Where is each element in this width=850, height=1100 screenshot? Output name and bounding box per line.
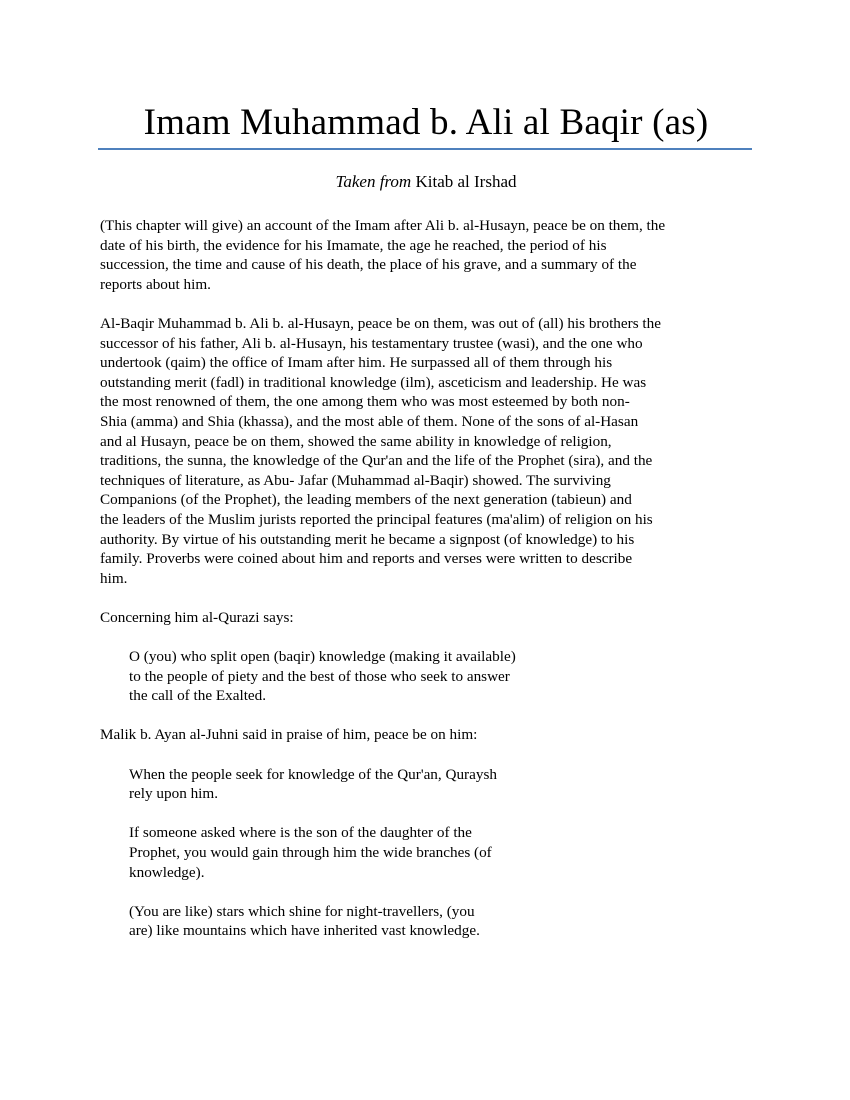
paragraph-line: successor of his father, Ali b. al-Husayn, his testamentary trustee (wasi), and the one who xyxy=(100,334,643,352)
paragraph-line: and al Husayn, peace be on them, showed the same ability in knowledge of religion, xyxy=(100,432,612,450)
verse-quraysh xyxy=(129,765,752,804)
paragraph-line: techniques of literature, as Abu- Jafar (Muhammad al-Baqir) showed. The surviving xyxy=(100,471,611,489)
paragraph-line: the most renowned of them, the one among them who was most esteemed by both non- xyxy=(100,393,630,411)
title-underline xyxy=(98,148,752,150)
paragraph-qurazi-intro: Concerning him al-Qurazi says: xyxy=(100,608,294,626)
verse-line: the call of the Exalted. xyxy=(129,687,267,705)
verse-line: Prophet, you would gain through him the wide branches (of xyxy=(129,844,492,861)
paragraph-line: (This chapter will give) an account of the Imam after Ali b. al-Husayn, peace be on them, the xyxy=(100,217,666,234)
page-title: Imam Muhammad b. Ali al Baqir (as) xyxy=(143,102,709,143)
paragraph-line: reports about him. xyxy=(100,275,211,293)
verse-line: to the people of piety and the best of those who seek to answer xyxy=(129,667,510,685)
paragraph-line: date of his birth, the evidence for his Imamate, the age he reached, the period of his xyxy=(100,236,607,254)
verse-qurazi xyxy=(129,647,752,706)
subtitle xyxy=(100,171,752,193)
verse-line: O (you) who split open (baqir) knowledge (making it available) xyxy=(129,648,516,666)
verse-line: When the people seek for knowledge of the Qur'an, Quraysh xyxy=(129,765,497,783)
verse-line: knowledge). xyxy=(129,863,205,881)
document-page xyxy=(100,0,752,941)
paragraph-line: traditions, the sunna, the knowledge of the Qur'an and the life of the Prophet (sira), and the xyxy=(100,452,653,470)
paragraph-line: outstanding merit (fadl) in traditional knowledge (ilm), asceticism and leadership. He was xyxy=(100,373,647,391)
paragraph-line: authority. By virtue of his outstanding merit he became a signpost (of knowledge) to his xyxy=(100,530,635,548)
subtitle-source: Kitab al Irshad xyxy=(415,172,517,191)
document-body xyxy=(100,216,752,941)
verse-line: If someone asked where is the son of the daughter of the xyxy=(129,824,472,842)
verse-line: are) like mountains which have inherited vast knowledge. xyxy=(129,922,480,940)
paragraph-line: Companions (of the Prophet), the leading members of the next generation (tabieun) and xyxy=(100,491,632,509)
paragraph-intro xyxy=(100,216,752,294)
paragraph-malik-intro: Malik b. Ayan al-Juhni said in praise of him, peace be on him: xyxy=(100,726,478,744)
verse-line: rely upon him. xyxy=(129,785,219,803)
verse-line: (You are like) stars which shine for night-travellers, (you xyxy=(129,902,475,920)
subtitle-intro: Taken from xyxy=(335,172,412,191)
paragraph-line: him. xyxy=(100,569,128,587)
paragraph-line: Shia (amma) and Shia (khassa), and the most able of them. None of the sons of al-Hasan xyxy=(100,412,639,430)
paragraph-line: the leaders of the Muslim jurists reported the principal features (ma'alim) of religion on his xyxy=(100,510,653,528)
paragraph-line: undertook (qaim) the office of Imam after him. He surpassed all of them through his xyxy=(100,354,613,372)
paragraph-biography xyxy=(100,314,752,588)
paragraph-line: Al-Baqir Muhammad b. Ali b. al-Husayn, peace be on them, was out of (all) his brothers the xyxy=(100,314,661,332)
verse-stars xyxy=(129,902,752,941)
verse-son-of-daughter xyxy=(129,823,752,882)
paragraph-line: succession, the time and cause of his death, the place of his grave, and a summary of the xyxy=(100,256,637,274)
paragraph-line: family. Proverbs were coined about him and reports and verses were written to describe xyxy=(100,550,633,568)
